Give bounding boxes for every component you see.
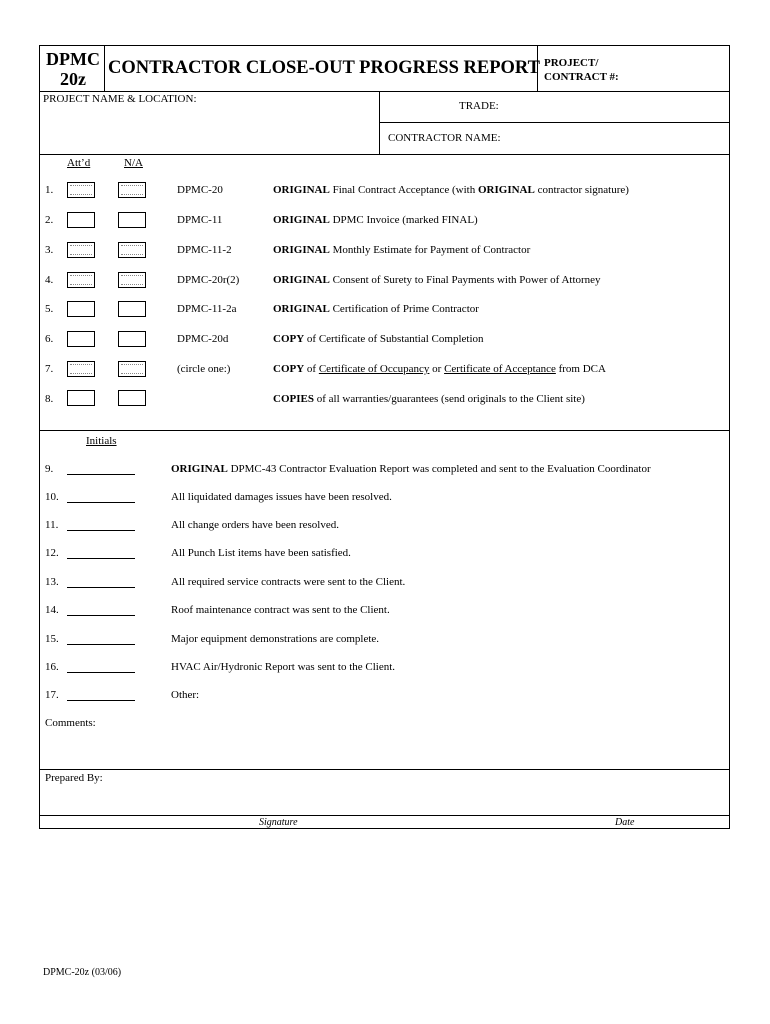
item-text: or [429,363,445,375]
certificate-occupancy-option[interactable]: Certificate of Occupancy [318,363,430,375]
form-code-ref: DPMC-11-2 [177,244,232,256]
item-bold: ORIGINAL [273,303,330,315]
item-text: Final Contract Acceptance (with [329,184,478,196]
item-number: 8. [45,393,54,405]
item-bold: COPY [273,333,305,345]
item-text: DPMC Invoice (marked FINAL) [329,214,478,226]
item-number: 12. [45,547,59,559]
item-description: HVAC Air/Hydronic Report was sent to the Client. [171,661,396,673]
attd-checkbox[interactable] [67,212,95,228]
item-number: 7. [45,363,54,375]
form-revision: DPMC-20z (03/06) [43,967,122,978]
item-description: All Punch List items have been satisfied. [171,547,351,559]
item-description [273,333,484,345]
initials-field[interactable] [67,644,135,645]
contractor-name-label: CONTRACTOR NAME: [388,132,501,144]
item-text: DPMC-43 Contractor Evaluation Report was completed and sent to the Evaluation Coordinator [227,463,651,475]
na-checkbox[interactable] [118,182,146,198]
item-bold: ORIGINAL [273,184,330,196]
form-code-line2: 20z [60,69,86,89]
initials-field[interactable] [67,530,135,531]
initials-field[interactable] [67,700,135,701]
initials-field[interactable] [67,615,135,616]
form-code-ref: DPMC-20d [177,333,229,345]
item-bold: ORIGINAL [273,244,330,256]
item-number: 5. [45,303,54,315]
comments-label: Comments: [45,717,96,729]
item-number: 4. [45,274,54,286]
header-divider-left [104,45,105,92]
item-description: Roof maintenance contract was sent to the Client. [171,604,390,616]
item-description [273,303,479,315]
na-checkbox[interactable] [118,390,146,406]
item-number: 13. [45,576,59,588]
item-number: 10. [45,491,59,503]
item-text: Certification of Prime Contractor [329,303,479,315]
item-number: 11. [45,519,59,531]
item-description: All required service contracts were sent to the Client. [171,576,406,588]
item-bold: COPY [273,363,305,375]
item-text: of [304,363,319,375]
item-text: of all warranties/guarantees (send originals to the Client site) [313,393,585,405]
na-checkbox[interactable] [118,212,146,228]
signature-line [39,815,730,816]
initials-field[interactable] [67,474,135,475]
initials-header: Initials [86,435,117,447]
form-code-ref: DPMC-11-2a [177,303,237,315]
initials-field[interactable] [67,587,135,588]
item-description [273,363,606,375]
item-bold: COPIES [273,393,314,405]
prepared-by-field[interactable] [40,786,729,815]
col-na-header: N/A [124,157,143,169]
signature-label: Signature [259,817,298,828]
item-bold: ORIGINAL [273,214,330,226]
form-code-ref: DPMC-20r(2) [177,274,240,286]
prepared-by-label: Prepared By: [45,772,103,784]
certificate-acceptance-option[interactable]: Certificate of Acceptance [444,363,556,375]
na-checkbox[interactable] [118,361,146,377]
item-description: Major equipment demonstrations are complete. [171,633,380,645]
trade-bottom-line [379,122,730,123]
item-number: 6. [45,333,54,345]
form-code-ref: DPMC-11 [177,214,223,226]
attd-checkbox[interactable] [67,331,95,347]
attd-checkbox[interactable] [67,242,95,258]
item-description [273,393,585,405]
item-text: from DCA [555,363,606,375]
form-code-ref: DPMC-20 [177,184,223,196]
initials-field[interactable] [67,502,135,503]
item-number: 2. [45,214,54,226]
na-checkbox[interactable] [118,272,146,288]
project-label-line1: PROJECT/ [544,57,599,69]
comments-field[interactable] [40,732,729,769]
item-description [273,274,601,286]
item-bold: ORIGINAL [171,463,228,475]
info-bottom-line [39,154,730,155]
item-number: 9. [45,463,54,475]
form-code-line1: DPMC [46,49,100,69]
project-label-line2: CONTRACT #: [544,71,619,83]
col-attd-header: Att’d [67,157,91,169]
attd-checkbox[interactable] [67,182,95,198]
header-bottom-line [39,91,730,92]
item-description [273,214,478,226]
initials-field[interactable] [67,672,135,673]
item-description [273,244,530,256]
item-number: 17. [45,689,59,701]
trade-label: TRADE: [459,100,499,112]
item-bold: ORIGINAL [478,184,535,196]
item-description [171,463,651,475]
item-bold: ORIGINAL [273,274,330,286]
project-name-label: PROJECT NAME & LOCATION: [43,93,197,105]
attd-checkbox[interactable] [67,361,95,377]
item-text: Consent of Surety to Final Payments with Power of Attorney [329,274,601,286]
attd-checkbox[interactable] [67,272,95,288]
item-description: All change orders have been resolved. [171,519,339,531]
item-number: 3. [45,244,54,256]
item-description: All liquidated damages issues have been resolved. [171,491,392,503]
date-label: Date [615,817,635,828]
attd-checkbox[interactable] [67,390,95,406]
item-number: 15. [45,633,59,645]
project-contract-label [544,56,619,84]
form-code-ref: (circle one:) [177,363,231,375]
checklist-bottom-line [39,430,730,431]
na-checkbox[interactable] [118,242,146,258]
item-number: 14. [45,604,59,616]
item-text: contractor signature) [534,184,629,196]
item-text: of Certificate of Substantial Completion [304,333,484,345]
item-description: Other: [171,689,200,701]
comments-bottom-line [39,769,730,770]
item-number: 16. [45,661,59,673]
na-checkbox[interactable] [118,301,146,317]
page-title: CONTRACTOR CLOSE-OUT PROGRESS REPORT [108,58,540,78]
form-code [44,49,102,89]
item-number: 1. [45,184,54,196]
initials-field[interactable] [67,558,135,559]
attd-checkbox[interactable] [67,301,95,317]
item-text: Monthly Estimate for Payment of Contractor [329,244,531,256]
item-description [273,184,629,196]
na-checkbox[interactable] [118,331,146,347]
